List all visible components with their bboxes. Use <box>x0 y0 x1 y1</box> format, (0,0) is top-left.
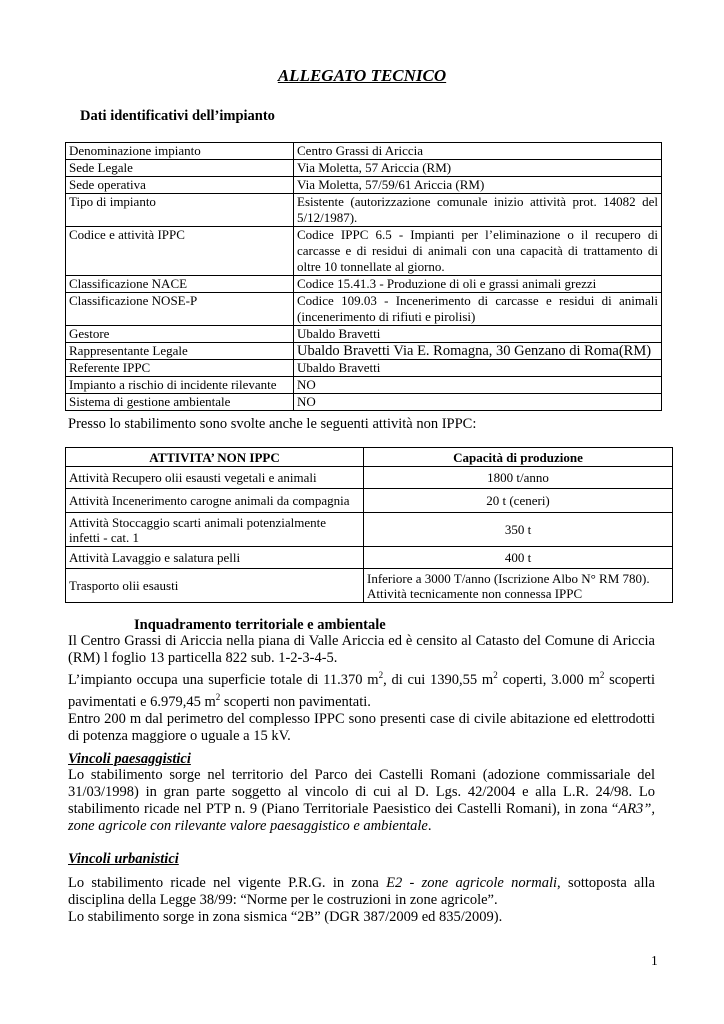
intro-text: Presso lo stabilimento sono svolte anche le seguenti attività non IPPC: <box>68 416 477 432</box>
impianto-table <box>65 142 662 411</box>
row-label: Referente IPPC <box>66 360 294 377</box>
table-row <box>66 343 662 360</box>
table-row <box>66 467 673 489</box>
row-value: NO <box>294 377 662 394</box>
row-value: Esistente (autorizzazione comunale inizio attività prot. 14082 del 5/12/1987). <box>294 194 662 227</box>
attivita-cell: Attività Stoccaggio scarti animali potenzialmente infetti - cat. 1 <box>66 513 364 547</box>
table-row <box>66 377 662 394</box>
table-row <box>66 547 673 569</box>
table-row <box>66 326 662 343</box>
row-label: Sistema di gestione ambientale <box>66 394 294 411</box>
attivita-cell: Attività Lavaggio e salatura pelli <box>66 547 364 569</box>
inquadramento-p3: Entro 200 m dal perimetro del complesso IPPC sono presenti case di civile abitazione ed elettrodotti di potenza maggiore o uguale a 15 kV. <box>68 710 655 744</box>
table-row <box>66 394 662 411</box>
table-row <box>66 489 673 513</box>
row-value: Ubaldo Bravetti Via E. Romagna, 30 Genzano di Roma(RM) <box>294 343 662 360</box>
page-title: ALLEGATO TECNICO <box>277 66 447 85</box>
dati-heading: Dati identificativi dell’impianto <box>80 108 275 124</box>
row-label: Classificazione NACE <box>66 276 294 293</box>
row-value: Codice IPPC 6.5 - Impianti per l’eliminazione o il recupero di carcasse e di residui di animali con una capacità di trattamento di oltre 10 tonnellate al giorno. <box>294 227 662 276</box>
row-value: Via Moletta, 57/59/61 Ariccia (RM) <box>294 177 662 194</box>
table-row <box>66 177 662 194</box>
row-label: Denominazione impianto <box>66 143 294 160</box>
table-row <box>66 227 662 276</box>
vincoli-paesaggistici-text: Lo stabilimento sorge nel territorio del Parco dei Castelli Romani (adozione commissariale del 31/03/1998) in gran parte soggetto al vincolo di cui al D. Lgs. 42/2004 e alla L.R. 24/98. Lo stabilimento ricade nel PTP n. 9 (Piano Territoriale Paesistico dei Castelli Romani), in zona “AR3”, zone agricole con rilevante valore paesaggistico e ambientale. <box>68 767 655 834</box>
row-value: Codice 109.03 - Incenerimento di carcasse e residui di animali (incenerimento di rifiuti e pirolisi) <box>294 293 662 326</box>
vincoli-urbanistici-text: Lo stabilimento ricade nel vigente P.R.G. in zona E2 - zone agricole normali, sottoposta alla disciplina della Legge 38/99: “Norme per le costruzioni in zone agricole”. Lo stabilimento sorge in zona sismica “2B” (DGR 387/2009 ed 835/2009). <box>68 875 655 925</box>
attivita-cell: Trasporto olii esausti <box>66 569 364 603</box>
attivita-table <box>65 447 673 603</box>
vincoli-paesaggistici-heading: Vincoli paesaggistici <box>68 751 191 767</box>
row-value: Via Moletta, 57 Ariccia (RM) <box>294 160 662 177</box>
row-label: Rappresentante Legale <box>66 343 294 360</box>
header-capacita: Capacità di produzione <box>364 448 673 467</box>
row-value: Ubaldo Bravetti <box>294 360 662 377</box>
row-label: Gestore <box>66 326 294 343</box>
header-attivita: ATTIVITA’ NON IPPC <box>66 448 364 467</box>
capacita-cell: Inferiore a 3000 T/anno (Iscrizione Albo N° RM 780). Attività tecnicamente non connessa IPPC <box>364 569 673 603</box>
row-label: Codice e attività IPPC <box>66 227 294 276</box>
row-label: Classificazione NOSE-P <box>66 293 294 326</box>
attivita-cell: Attività Recupero olii esausti vegetali e animali <box>66 467 364 489</box>
row-label: Sede Legale <box>66 160 294 177</box>
table-row <box>66 194 662 227</box>
row-value: NO <box>294 394 662 411</box>
row-label: Impianto a rischio di incidente rilevante <box>66 377 294 394</box>
inquadramento-p2: L’impianto occupa una superficie totale di 11.370 $m^2$, di cui 1390,55 $m^2$ coperti, 3.000 $m^2$ scoperti pavimentati e 6.979,45 $m^2$ scoperti non pavimentati. <box>68 670 655 710</box>
table-row <box>66 293 662 326</box>
capacita-cell: 1800 t/anno <box>364 467 673 489</box>
row-value: Centro Grassi di Ariccia <box>294 143 662 160</box>
table-row <box>66 276 662 293</box>
row-value: Codice 15.41.3 - Produzione di oli e grassi animali grezzi <box>294 276 662 293</box>
table-row <box>66 360 662 377</box>
table-row <box>66 513 673 547</box>
table-row <box>66 160 662 177</box>
inquadramento-heading: Inquadramento territoriale e ambientale <box>134 617 386 633</box>
inquadramento-text <box>68 633 655 745</box>
capacita-cell: 350 t <box>364 513 673 547</box>
table-row <box>66 143 662 160</box>
attivita-cell: Attività Incenerimento carogne animali da compagnia <box>66 489 364 513</box>
row-label: Sede operativa <box>66 177 294 194</box>
table-row <box>66 569 673 603</box>
inquadramento-p1: Il Centro Grassi di Ariccia nella piana di Valle Ariccia ed è censito al Catasto del Comune di Ariccia (RM) l foglio 13 particella 822 sub. 1-2-3-4-5. <box>68 633 655 666</box>
vincoli-urbanistici-heading: Vincoli urbanistici <box>68 851 179 867</box>
capacita-cell: 20 t (ceneri) <box>364 489 673 513</box>
row-label: Tipo di impianto <box>66 194 294 227</box>
row-value: Ubaldo Bravetti <box>294 326 662 343</box>
page-number: 1 <box>651 953 658 968</box>
capacita-cell: 400 t <box>364 547 673 569</box>
